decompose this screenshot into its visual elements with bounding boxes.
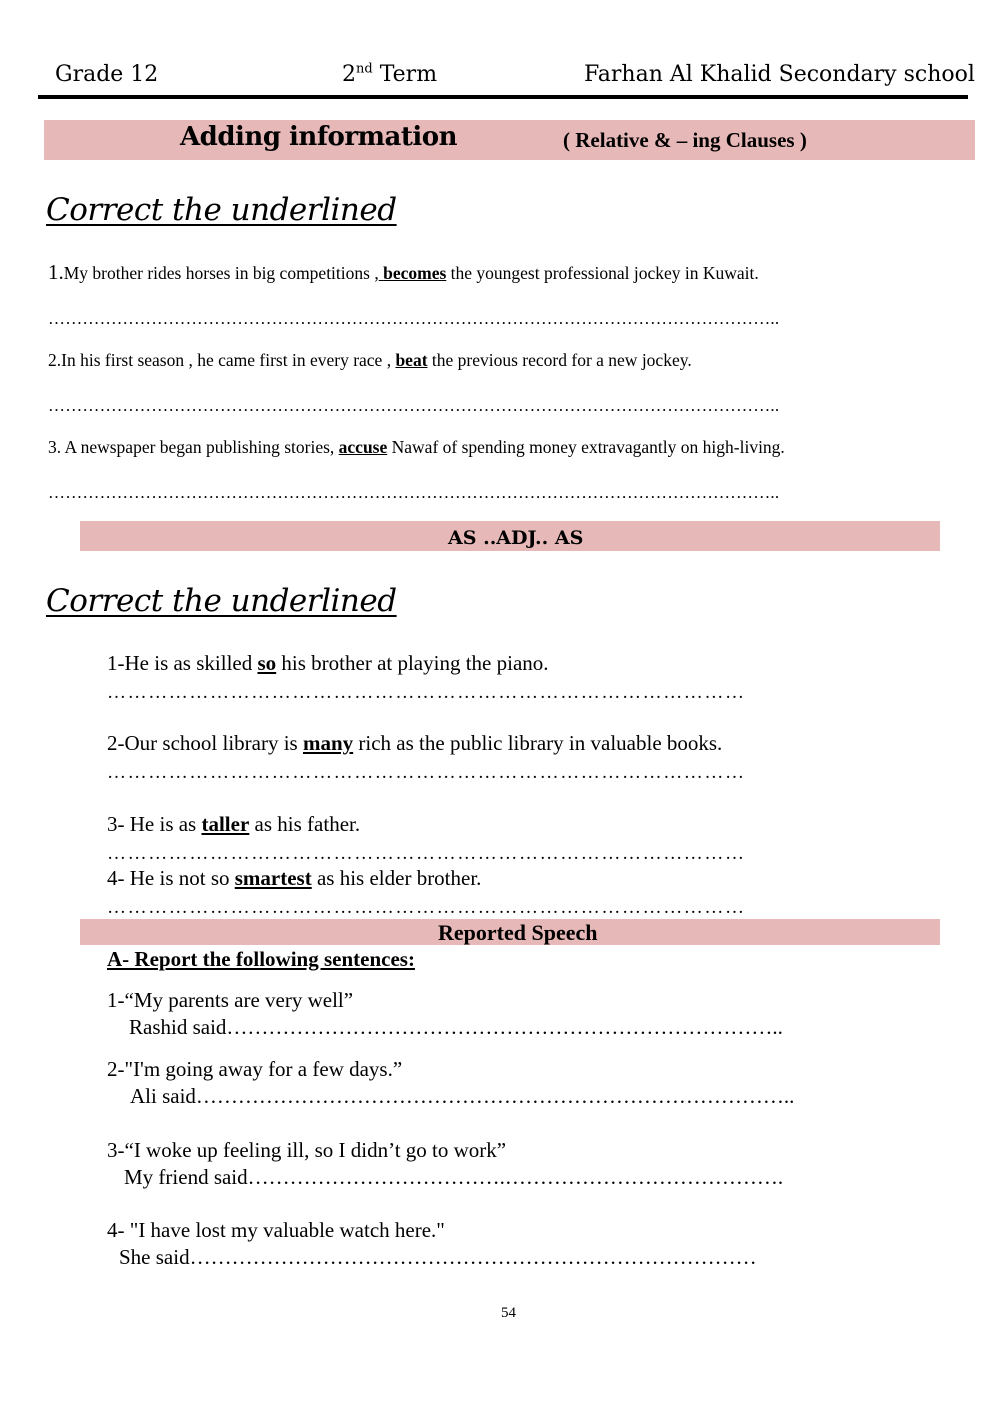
exercise-item (107, 731, 722, 756)
item-number: 1. (48, 260, 64, 284)
item-text-before: 2.In his first season , he came first in every race , (48, 350, 396, 370)
underlined-word: so (257, 651, 277, 675)
underlined-word: taller (201, 812, 250, 836)
term-word: Term (372, 62, 438, 87)
underlined-word: accuse (338, 437, 388, 457)
answer-line[interactable]: ………………………………………………………………………………… (107, 897, 746, 918)
quote-line: 2-"I'm going away for a few days.” (107, 1057, 403, 1081)
item-text-before: 4- He is not so (107, 866, 235, 890)
exercise-item (48, 437, 785, 458)
item-text-after: as his elder brother. (311, 866, 482, 890)
underlined-word: many (302, 731, 354, 755)
item-text-after: the youngest professional jockey in Kuwait. (446, 263, 759, 283)
page-number: 54 (501, 1305, 516, 1321)
underlined-word: becomes (378, 263, 447, 283)
exercise-instruction: A- Report the following sentences: (107, 947, 415, 971)
exercise-item (107, 812, 360, 837)
answer-line[interactable]: ……………………………………………………………………………………………………………….. (48, 483, 780, 502)
item-text-after: as his father. (249, 812, 361, 836)
item-text-after: rich as the public library in valuable books. (353, 731, 723, 755)
quote-line: 3-“I woke up feeling ill, so I didn’t go to work” (107, 1138, 507, 1162)
term-label (342, 62, 437, 87)
answer-line[interactable]: ………………………………………………………………………………… (107, 682, 746, 703)
quote-line: 4- "I have lost my valuable watch here." (107, 1218, 445, 1242)
answer-line[interactable]: ……………………………………………………………………………………………………………….. (48, 309, 780, 328)
answer-line[interactable]: Rashid said…………………………………………………………………….. (129, 1015, 783, 1039)
quote-line: 1-“My parents are very well” (107, 988, 354, 1012)
answer-line[interactable]: ………………………………………………………………………………… (107, 843, 746, 864)
grade-label: Grade 12 (55, 62, 159, 87)
item-text-before: 1-He is as skilled (107, 651, 258, 675)
item-text-after: Nawaf of spending money extravagantly on high-living. (387, 437, 785, 457)
answer-line[interactable]: ………………………………………………………………………………… (107, 762, 746, 783)
term-suffix: nd (356, 61, 373, 77)
exercise-item (107, 651, 549, 676)
header-divider (38, 95, 968, 99)
term-number: 2 (342, 62, 356, 87)
item-text-after: the previous record for a new jockey. (427, 350, 692, 370)
item-text-before: 3- He is as (107, 812, 202, 836)
school-name: Farhan Al Khalid Secondary school (584, 62, 975, 87)
item-text-before: 2-Our school library is (107, 731, 303, 755)
answer-line[interactable]: Ali said………………………………………………………………………….. (130, 1084, 795, 1108)
section-title: Adding information (180, 122, 458, 152)
item-text-before: 3. A newspaper began publishing stories, (48, 437, 339, 457)
section-subtitle: ( Relative & – ing Clauses ) (563, 128, 807, 152)
exercise-heading: Correct the underlined (46, 192, 397, 228)
answer-line[interactable]: My friend said……………………………….…………………………………. (124, 1165, 784, 1189)
item-text-before: My brother rides horses in big competitions , (63, 263, 379, 283)
exercise-item (48, 350, 692, 371)
underlined-word: beat (395, 350, 428, 370)
item-text-after: his brother at playing the piano. (276, 651, 549, 675)
section-title: Reported Speech (438, 920, 598, 945)
exercise-item (107, 866, 481, 891)
underlined-word: smartest (234, 866, 312, 890)
answer-line[interactable]: ……………………………………………………………………………………………………………….. (48, 396, 780, 415)
exercise-item (48, 260, 759, 285)
section-title: AS ..ADJ.. AS (448, 527, 584, 549)
exercise-heading: Correct the underlined (46, 583, 397, 619)
answer-line[interactable]: She said……………………………………………………………………… (119, 1245, 757, 1269)
